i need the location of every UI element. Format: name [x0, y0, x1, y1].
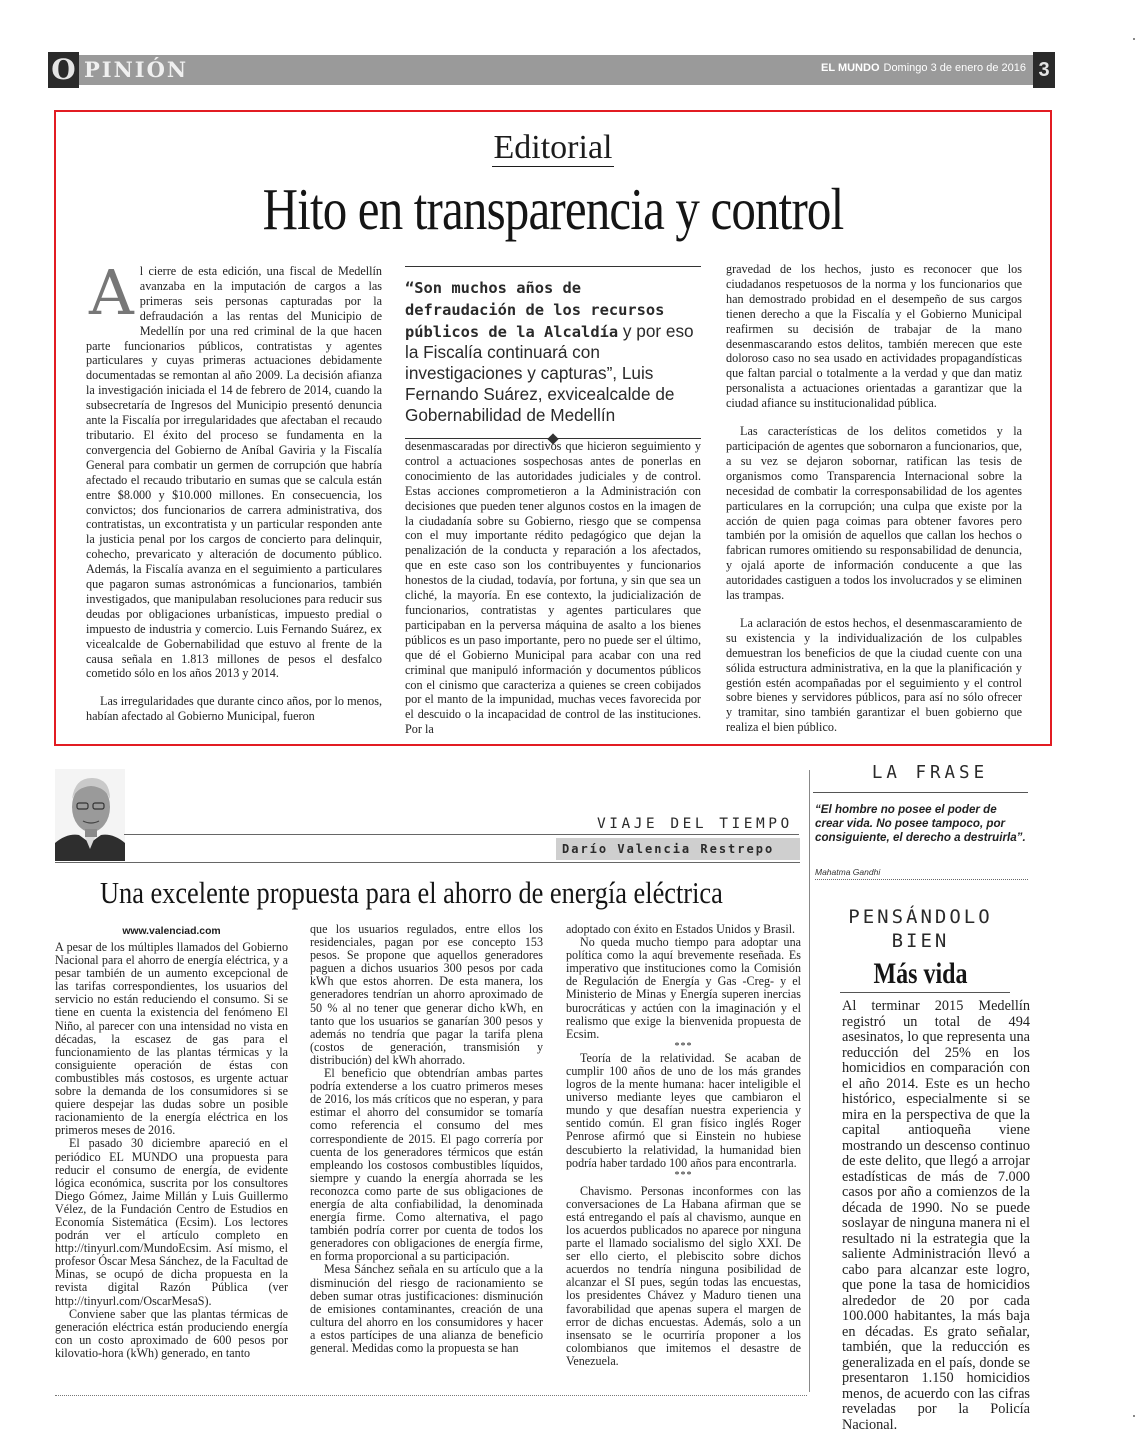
editorial-paragraph: Las características de los delitos cometidos y la participación de agentes que sobornaron a funcionarios, que, a su vez se dejaron sobornar, ratifican las tesis de organismos como Transparencia Internacional sobre la necesidad de combatir la corresponsabilidad de los agentes particulares en la corrupción; una culpa que existe por la acción de quien paga coimas para obtener favores pero también por la omisión de aquellos que callan los hechos o fabrican rumores omitiendo su responsabilidad de denuncia, y ojalá aporte de información conducente a que las autoridades castiguen a todos los involucrados y se eliminen las trampas.: [726, 424, 1022, 603]
column-author: Darío Valencia Restrepo: [556, 838, 800, 860]
editorial-column-3: [726, 262, 1022, 748]
pensandolo-bien-headline: Más vida: [873, 957, 968, 990]
editorial-section-title: Editorial: [493, 129, 613, 166]
pullquote-top-rule: [405, 266, 701, 267]
scan-speck: [1133, 1415, 1135, 1417]
section-header-bar: [48, 55, 1055, 85]
masthead: [821, 62, 1026, 74]
section-break: ***: [674, 1040, 693, 1052]
drop-cap: A: [89, 256, 134, 329]
column-text-1: [55, 941, 288, 1360]
editorial-paragraph: Al cierre de esta edición, una fiscal de Medellín avanzaba en la imputación de cargos a las primeras seis personas capturadas por la defraudación a las rentas del Municipio de Medellín por una red criminal de la que hacen parte funcionarios públicos, contratistas y agentes particulares y cuyas primeras actuaciones debidamente documentadas se remontan al año 2009. La decisión afianza la investigación iniciada el 14 de febrero de 2014, cuando la subsecretaría de Ingresos del Municipio presentó denuncia ante la Fiscalía por irregularidades que afectaban el recaudo tributario. El éxito del proceso se fundamenta en la convergencia del Gobierno de Aníbal Gaviria y la Fiscalía General para combatir un germen de corrupción que habría afectado el recaudo tributario en sumas que se calcula están entre $8.000 y $10.000 millones. En consecuencia, los convictos; dos funcionarios de carrera administrativa, dos contratistas, un excontratista y un particular responden ante la justicia penal por los cargos de concierto para delinquir, cohecho, prevaricato y alteración de documento público. Además, la Fiscalía avanza en el seguimiento a particulares que pagaron sumas astronómicas a funcionarios, también investigados, que manipulaban resoluciones para reducir sus deudas por obligaciones urbanísticas, impuesto predial o impuesto de industria y comercio. Luis Fernando Suárez, ex vicealcalde de Gobernabilidad que estuvo al frente de la causa señala en 1.813 millones de pesos el desfalco cometido sólo en los años 2013 y 2014.: [86, 256, 382, 681]
editorial-headline: Hito en transparencia y control: [262, 176, 844, 242]
column-text-2: [310, 923, 543, 1355]
column-paragraph: El beneficio que obtendrían ambas partes podría extenderse a los cuatro primeros meses de 2016, los más críticos que no esperan, y para estimar el ahorro del consumidor se tomaría como referencia el consumo del mes correspondiente de 2015. El pago correría por cuenta de los generadores térmicos que están empleando los costosos combustibles líquidos, siempre y cuando la energía ahorrada se les reconozca como parte de sus obligaciones de energía de alta confiabilidad, la denominada energía firme. Como alternativa, el pago también podría correr por cuenta de todos los generadores con obligaciones de energía firme, en forma proporcional a su participación.: [310, 1066, 543, 1264]
editorial-paragraph: Las irregularidades que durante cinco años, por lo menos, habían afectado al Gobierno Municipal, fueron: [86, 694, 382, 724]
column-paragraph: Teoría de la relatividad. Se acaban de cumplir 100 años de uno de los más grandes logros de la mente humana: hacer inteligible el universo mediante leyes que cambiaron el mundo y que desafían nuestra experiencia y sentido común. El gran físico inglés Roger Penrose afirmó que si Einstein no hubiese descubierto la relatividad, la humanidad bien podría haber tardado 100 años para encontrarla.: [566, 1050, 801, 1170]
section-break: ***: [674, 1169, 693, 1181]
frase-author: Mahatma Gandhi: [815, 867, 881, 877]
column-paragraph: que los usuarios regulados, entre ellos los residenciales, pagan por ese concepto 153 pesos. Se propone que aquellos generadores paguen a dichos usuarios 300 pesos por cada kWh que estos ahorren. De esta manera, los generadores tendrían un ahorro aproximado de 50 % al no tener que generar dicho kWh, en tanto que los usuarios se ganarían 300 pesos y además no tendría que pagar la tarifa plena (costos de generación, transmisión y distribución) del kWh ahorrado.: [310, 922, 543, 1067]
paper-name: EL MUNDO: [821, 62, 880, 74]
section-initial: O: [48, 52, 79, 88]
pensandolo-bien-body: Al terminar 2015 Medellín registró un total de 494 asesinatos, lo que representa una reducción del 25% en los homicidios en comparación con el año 2014. Este es un hecho histórico, especialmente si se mira en la perspectiva de que la capital antioqueña viene mostrando un descenso continuo de este delito, que llegó a arrojar estadísticas de más de 7.000 casos por año a comienzos de la década de 1990. No se puede soslayar de ninguna manera ni el resultado ni la estrategia que la saliente Administración llevó a cabo para alcanzar este logro, que pone la tasa de homicidios alrededor de 20 por cada 100.000 habitantes, la más baja en décadas. Es grato señalar, también, que la reducción es generalizada en el país, donde se presentaron 1.150 homicidios menos, de acuerdo con las cifras reveladas por la Policía Nacional.: [842, 998, 1030, 1433]
pensandolo-bien-title: PENSÁNDOLO BIEN: [848, 906, 993, 952]
frase-rule: [813, 792, 1028, 793]
column-name: VIAJE DEL TIEMPO: [597, 816, 793, 832]
author-website: www.valenciad.com: [122, 926, 221, 937]
frase-dotted-rule: [815, 879, 1028, 880]
editorial-box: [54, 110, 1052, 746]
column-paragraph: No queda mucho tiempo para adoptar una política como la aquí brevemente reseñada. Es imperativo que instituciones como la Comisión de Regulación de Energía y Gas -Creg- y el Ministerio de Minas y Energía superen inercias burocráticas y actúen con la imaginación y el realismo que exige la bienvenida propuesta de Ecsim.: [566, 935, 801, 1041]
editorial-pullquote: [405, 266, 701, 442]
editorial-paragraph: desenmascaradas por directivos que hicieron seguimiento y control a actuaciones sospechosas antes de ponerlas en conocimiento de las autoridades judiciales y de control. Estas acciones comprometieron a la Administración con decisiones que pueden tener algunos costos en la imagen de la ciudadanía sobre su Gobierno, riesgo que se compensa con el muy importante rédito pedagógico que dejan la penalización de la conducta y reparación a los afectados, que en este caso son los contribuyentes y funcionarios honestos de la ciudad, todavía, por fortuna, y sin que sea un cliché, la mayoría. En ese contexto, la judicialización de funcionarios, contratistas y agentes particulares que participaban en la perversa máquina de asalto a los bienes públicos es un paso importante, pero no puede ser el último, que dé el Gobierno Municipal para acabar con una red criminal que manipuló información y documentos públicos con el cinismo que caracteriza a quienes se creen cobijados por el manto de la impunidad, muchas veces favorecida por el descuido o la incapacidad de control de las instituciones. Por la: [405, 439, 701, 737]
column-text-3: [566, 923, 801, 1368]
column-paragraph: El pasado 30 diciembre apareció en el periódico EL MUNDO una propuesta para reducir el consumo de energía, de evidente lógica económica, suscrita por los consultores Diego Gómez, Jaime Millán y Luis Guillermo Vélez, de la Fundación Centro de Estudios en Economía Sistemática (Ecsim). Los lectores podrán ver el artículo completo en http://tinyurl.com/MundoEcsim. Así mismo, el profesor Óscar Mesa Sánchez, de la Facultad de Minas, se ocupó de dicha propuesta en la revista digital Razón Pública (ver http://tinyurl.com/OscarMesaS).: [55, 1136, 288, 1308]
sidebar-divider: [809, 770, 810, 1392]
editorial-column-2: [405, 439, 701, 750]
pullquote-text: “Son muchos años de defraudación de los recursos públicos de la Alcaldía y por eso la Fiscalía continuará con investigaciones y capturas”, Luis Fernando Suárez, exvicealcalde de Gobernabilidad de Medellín: [405, 279, 694, 425]
page-number: 3: [1033, 52, 1055, 88]
editorial-paragraph: gravedad de los hechos, justo es reconocer que los ciudadanos respetuosos de la norma y los funcionarios que han demostrado probidad en el desempeño de sus cargos tienen derecho a que la Fiscalía y el Gobierno Municipal reafirmen su decisión de trabajar de la mano desenmascarando estos delitos, también merecen que este doloroso caso no sea usado en actividades propagandísticas que faltan parcial o totalmente a la verdad y que dan matiz personalista a actuaciones orientadas a garantizar que la ciudad afiance su institucionalidad pública.: [726, 262, 1022, 411]
issue-date: Domingo 3 de enero de 2016: [883, 62, 1026, 74]
scan-speck: [1133, 38, 1135, 40]
frase-quote: “El hombre no posee el poder de crear vida. No posee tampoco, por consiguiente, el derecho a destruirla”.: [815, 803, 1026, 844]
column-headline: Una excelente propuesta para el ahorro de energía eléctrica: [100, 875, 723, 910]
column-paragraph: adoptado con éxito en Estados Unidos y Brasil.: [566, 922, 796, 936]
column-paragraph: Mesa Sánchez señala en su artículo que a la disminución del riesgo de racionamiento se deben sumar otras justificaciones: disminución de emisiones contaminantes, creación de una cultura del ahorro en los consumidores y hacer a estos partícipes de una alianza de beneficio general. Medidas como la propuesta se han: [310, 1262, 543, 1355]
column-paragraph: Conviene saber que las plantas térmicas de generación eléctrica están produciendo energía con un costo aproximado de 600 pesos por kilovatio-hora (kWh) generado, en tanto: [55, 1306, 288, 1360]
editorial-paragraph: La aclaración de estos hechos, el desenmascaramiento de su existencia y la individualización de los culpables demuestran los beneficios de que la ciudad cuente con una sólida estructura administrativa, en la que la planificación y gestión estén acompañadas por el seguimiento y el control sobre bienes y servidores públicos, para así no sólo ofrecer y tramitar, sino también garantizar el buen gobierno que realiza el bien público.: [726, 615, 1022, 735]
editorial-column-1: [86, 256, 382, 737]
column-paragraph: A pesar de los múltiples llamados del Gobierno Nacional para el ahorro de energía eléctrica, y a pesar también de un aumento excepcional de las tarifas correspondientes, los usuarios del servicio no están reduciendo el consumo. Si se tiene en cuenta la existencia del fenómeno El Niño, al parecer con una intensidad no vista en décadas, la escasez de gas para el funcionamiento de las plantas térmicas y la consiguiente operación de éstas con combustibles más costosos, es urgente actuar sobre la demanda de los consumidores si se quiere despejar las dudas sobre un posible racionamiento de la energía eléctrica en los primeros meses de 2016.: [55, 940, 288, 1138]
author-photo: [55, 769, 125, 861]
frase-title: LA FRASE: [871, 763, 989, 783]
section-name: PINIÓN: [84, 57, 189, 82]
pensandolo-bien-rule: [840, 992, 1010, 993]
column-header-bottom-rule: [55, 862, 800, 863]
column-paragraph: Chavismo. Personas inconformes con las conversaciones de La Habana afirman que se está entregando el país al chavismo, aunque en los acuerdos publicados no aparece por ninguna parte el llamado socialismo del siglo XXI. De ser ello cierto, el plebiscito sobre dichos acuerdos no tendría ninguna posibilidad de alcanzar el SI pues, según todas las encuestas, los presidentes Chávez y Maduro tienen una favorabilidad que apenas supera el margen de error de dichas encuestas. Además, solo a un insensato se le ocurriría proponer a los colombianos que imitemos el desastre de Venezuela.: [566, 1183, 801, 1368]
column-header-rule: [124, 834, 799, 835]
bottom-dotted-rule: [55, 1395, 807, 1396]
